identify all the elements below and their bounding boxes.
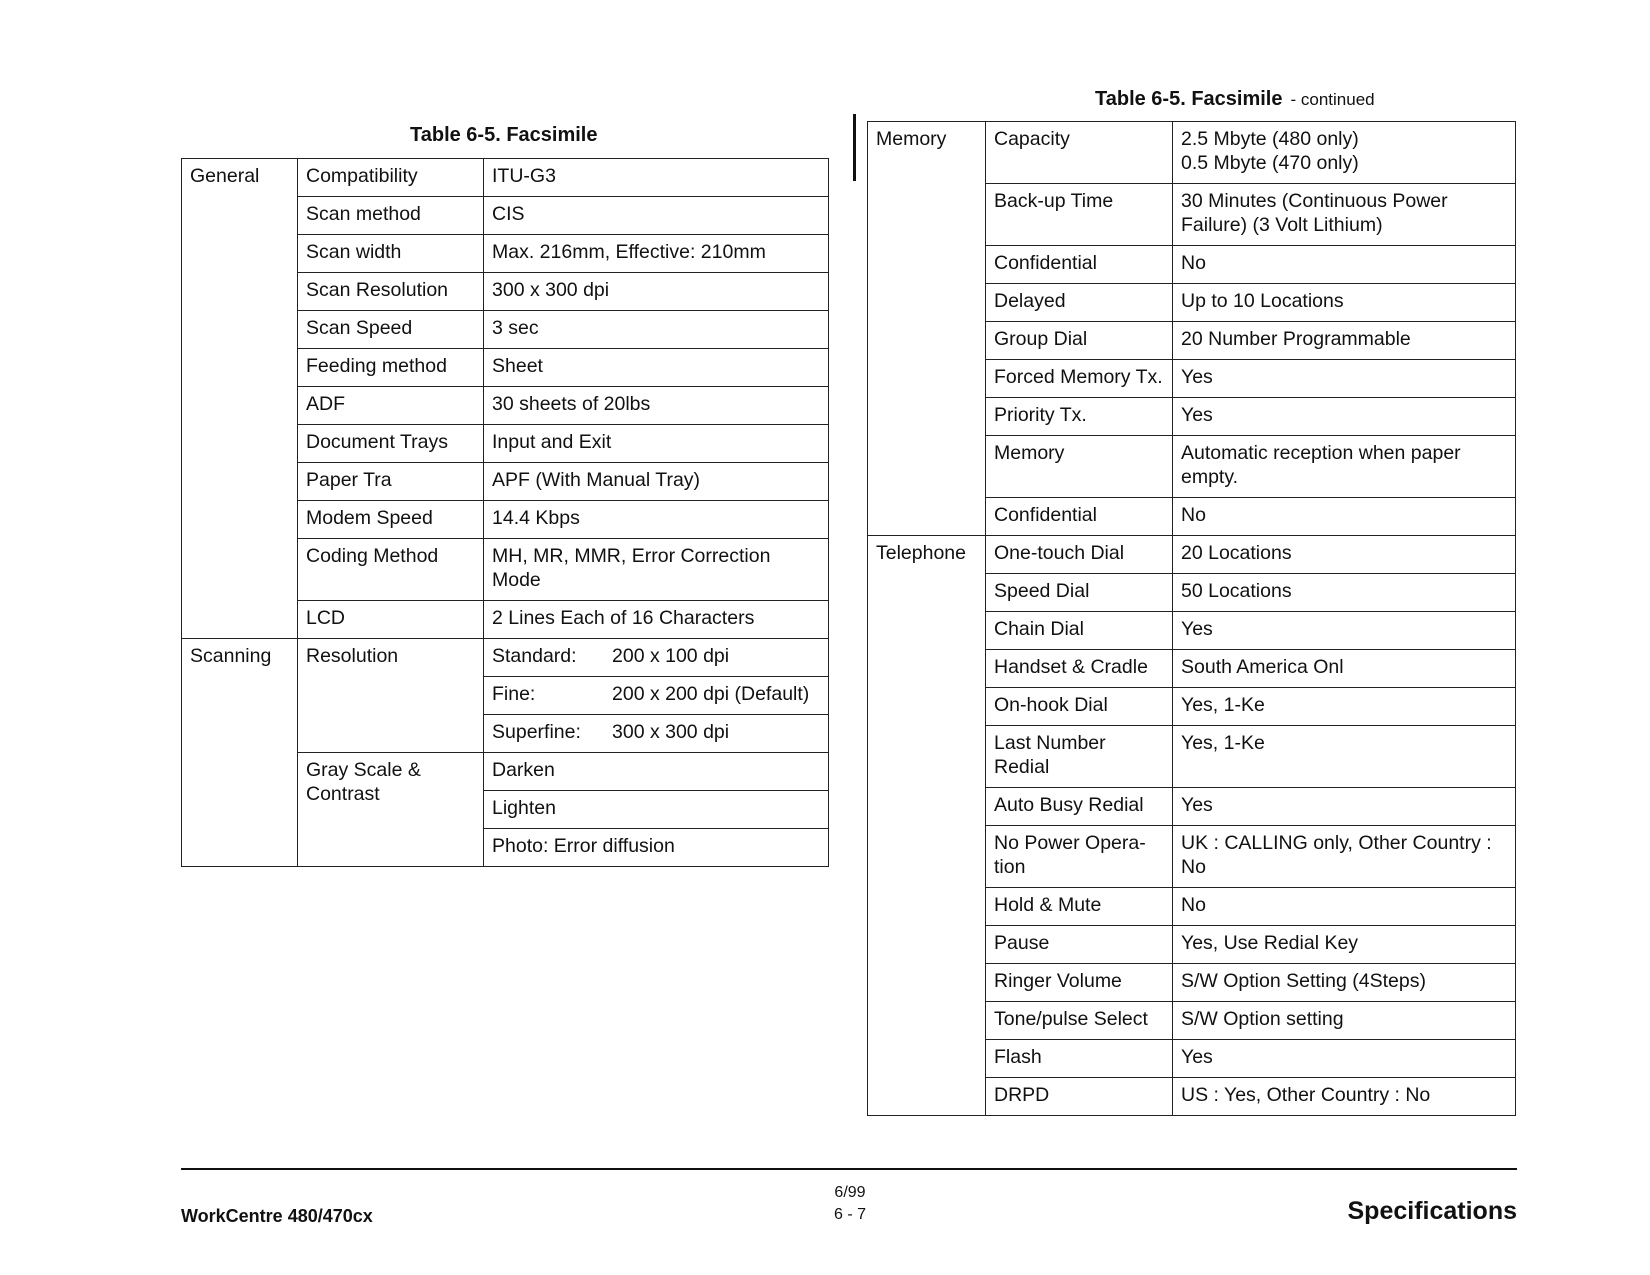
- feature-cell: Compatibility: [298, 159, 484, 197]
- value-cell: APF (With Manual Tray): [484, 463, 829, 501]
- feature-cell: No Power Opera-tion: [986, 826, 1173, 888]
- value-cell: 30 sheets of 20lbs: [484, 387, 829, 425]
- value-cell: UK : CALLING only, Other Country : No: [1173, 826, 1516, 888]
- value-cell: No: [1173, 498, 1516, 536]
- value-cell: Photo: Error diffusion: [484, 829, 829, 867]
- value-cell: 3 sec: [484, 311, 829, 349]
- resolution-mode-value: 200 x 200 dpi (Default): [612, 683, 810, 705]
- right-table-caption: [1095, 88, 1375, 111]
- feature-cell: Memory: [986, 436, 1173, 498]
- feature-cell: Forced Memory Tx.: [986, 360, 1173, 398]
- table-row: [868, 536, 1516, 574]
- resolution-mode-value: 300 x 300 dpi: [612, 721, 730, 743]
- feature-cell: Tone/pulse Select: [986, 1002, 1173, 1040]
- footer-section-title: Specifications: [1347, 1197, 1517, 1225]
- value-cell: Yes, Use Redial Key: [1173, 926, 1516, 964]
- value-cell: Automatic reception when paper empty.: [1173, 436, 1516, 498]
- feature-cell: LCD: [298, 601, 484, 639]
- feature-cell: Ringer Volume: [986, 964, 1173, 1002]
- feature-cell: Flash: [986, 1040, 1173, 1078]
- value-cell: Yes: [1173, 788, 1516, 826]
- value-cell: South America Onl: [1173, 650, 1516, 688]
- feature-cell: Document Trays: [298, 425, 484, 463]
- value-cell: 50 Locations: [1173, 574, 1516, 612]
- feature-cell: Confidential: [986, 246, 1173, 284]
- feature-cell: Hold & Mute: [986, 888, 1173, 926]
- value-cell: No: [1173, 246, 1516, 284]
- footer-page-number: 6 - 7: [833, 1206, 866, 1223]
- revision-change-bar: [853, 114, 856, 181]
- value-cell: 2 Lines Each of 16 Characters: [484, 601, 829, 639]
- value-cell: Max. 216mm, Effective: 210mm: [484, 235, 829, 273]
- left-spec-table: [181, 158, 829, 867]
- value-cell: [484, 715, 829, 753]
- value-cell: Yes: [1173, 398, 1516, 436]
- value-cell: Input and Exit: [484, 425, 829, 463]
- feature-cell: Resolution: [298, 639, 484, 753]
- feature-cell: Gray Scale & Contrast: [298, 753, 484, 867]
- resolution-mode-value: 200 x 100 dpi: [612, 645, 730, 667]
- value-cell: Up to 10 Locations: [1173, 284, 1516, 322]
- table-row: [182, 159, 829, 197]
- feature-cell: Auto Busy Redial: [986, 788, 1173, 826]
- value-cell: Yes: [1173, 360, 1516, 398]
- resolution-mode-label: Fine:: [492, 683, 536, 705]
- feature-cell: ADF: [298, 387, 484, 425]
- feature-cell: Coding Method: [298, 539, 484, 601]
- value-cell: [484, 639, 829, 677]
- value-cell: 300 x 300 dpi: [484, 273, 829, 311]
- feature-cell: DRPD: [986, 1078, 1173, 1116]
- feature-cell: On-hook Dial: [986, 688, 1173, 726]
- value-cell: 14.4 Kbps: [484, 501, 829, 539]
- feature-cell: Back-up Time: [986, 184, 1173, 246]
- feature-cell: Paper Tra: [298, 463, 484, 501]
- right-table-caption-suffix: - continued: [1290, 90, 1375, 109]
- feature-cell: Scan width: [298, 235, 484, 273]
- table-row: [182, 639, 829, 677]
- feature-cell: Scan method: [298, 197, 484, 235]
- footer-rule: [181, 1168, 1517, 1170]
- value-cell: US : Yes, Other Country : No: [1173, 1078, 1516, 1116]
- category-cell: Memory: [868, 122, 986, 536]
- value-cell: Yes, 1-Ke: [1173, 726, 1516, 788]
- value-cell: [484, 677, 829, 715]
- value-cell: MH, MR, MMR, Error Correction Mode: [484, 539, 829, 601]
- footer-page-info: [820, 1182, 880, 1226]
- feature-cell: Delayed: [986, 284, 1173, 322]
- left-table-caption: Table 6-5. Facsimile: [410, 124, 598, 146]
- value-cell: Lighten: [484, 791, 829, 829]
- value-cell: S/W Option setting: [1173, 1002, 1516, 1040]
- value-cell: S/W Option Setting (4Steps): [1173, 964, 1516, 1002]
- value-cell: 20 Locations: [1173, 536, 1516, 574]
- value-cell: No: [1173, 888, 1516, 926]
- value-cell: 20 Number Programmable: [1173, 322, 1516, 360]
- value-cell: Sheet: [484, 349, 829, 387]
- value-cell: Yes, 1-Ke: [1173, 688, 1516, 726]
- feature-cell: Modem Speed: [298, 501, 484, 539]
- feature-cell: Group Dial: [986, 322, 1173, 360]
- feature-cell: Capacity: [986, 122, 1173, 184]
- feature-cell: One-touch Dial: [986, 536, 1173, 574]
- feature-cell: Handset & Cradle: [986, 650, 1173, 688]
- resolution-mode-label: Standard:: [492, 645, 577, 667]
- category-cell: Telephone: [868, 536, 986, 1116]
- feature-cell: Scan Speed: [298, 311, 484, 349]
- feature-cell: Pause: [986, 926, 1173, 964]
- footer-date: 6/99: [834, 1184, 866, 1201]
- value-cell: Yes: [1173, 612, 1516, 650]
- value-cell: ITU-G3: [484, 159, 829, 197]
- value-cell: 2.5 Mbyte (480 only) 0.5 Mbyte (470 only): [1173, 122, 1516, 184]
- feature-cell: Speed Dial: [986, 574, 1173, 612]
- footer-product: WorkCentre 480/470cx: [181, 1206, 373, 1226]
- feature-cell: Priority Tx.: [986, 398, 1173, 436]
- feature-cell: Feeding method: [298, 349, 484, 387]
- value-cell: 30 Minutes (Continuous Power Failure) (3 Volt Lithium): [1173, 184, 1516, 246]
- feature-cell: Chain Dial: [986, 612, 1173, 650]
- feature-cell: Scan Resolution: [298, 273, 484, 311]
- value-cell: CIS: [484, 197, 829, 235]
- feature-cell: Last Number Redial: [986, 726, 1173, 788]
- feature-cell: Confidential: [986, 498, 1173, 536]
- category-cell: Scanning: [182, 639, 298, 867]
- category-cell: General: [182, 159, 298, 639]
- table-row: [868, 122, 1516, 184]
- right-table-caption-title: Table 6-5. Facsimile: [1095, 88, 1283, 110]
- resolution-mode-label: Superfine:: [492, 721, 581, 743]
- value-cell: Darken: [484, 753, 829, 791]
- value-cell: Yes: [1173, 1040, 1516, 1078]
- right-spec-table: [867, 121, 1516, 1116]
